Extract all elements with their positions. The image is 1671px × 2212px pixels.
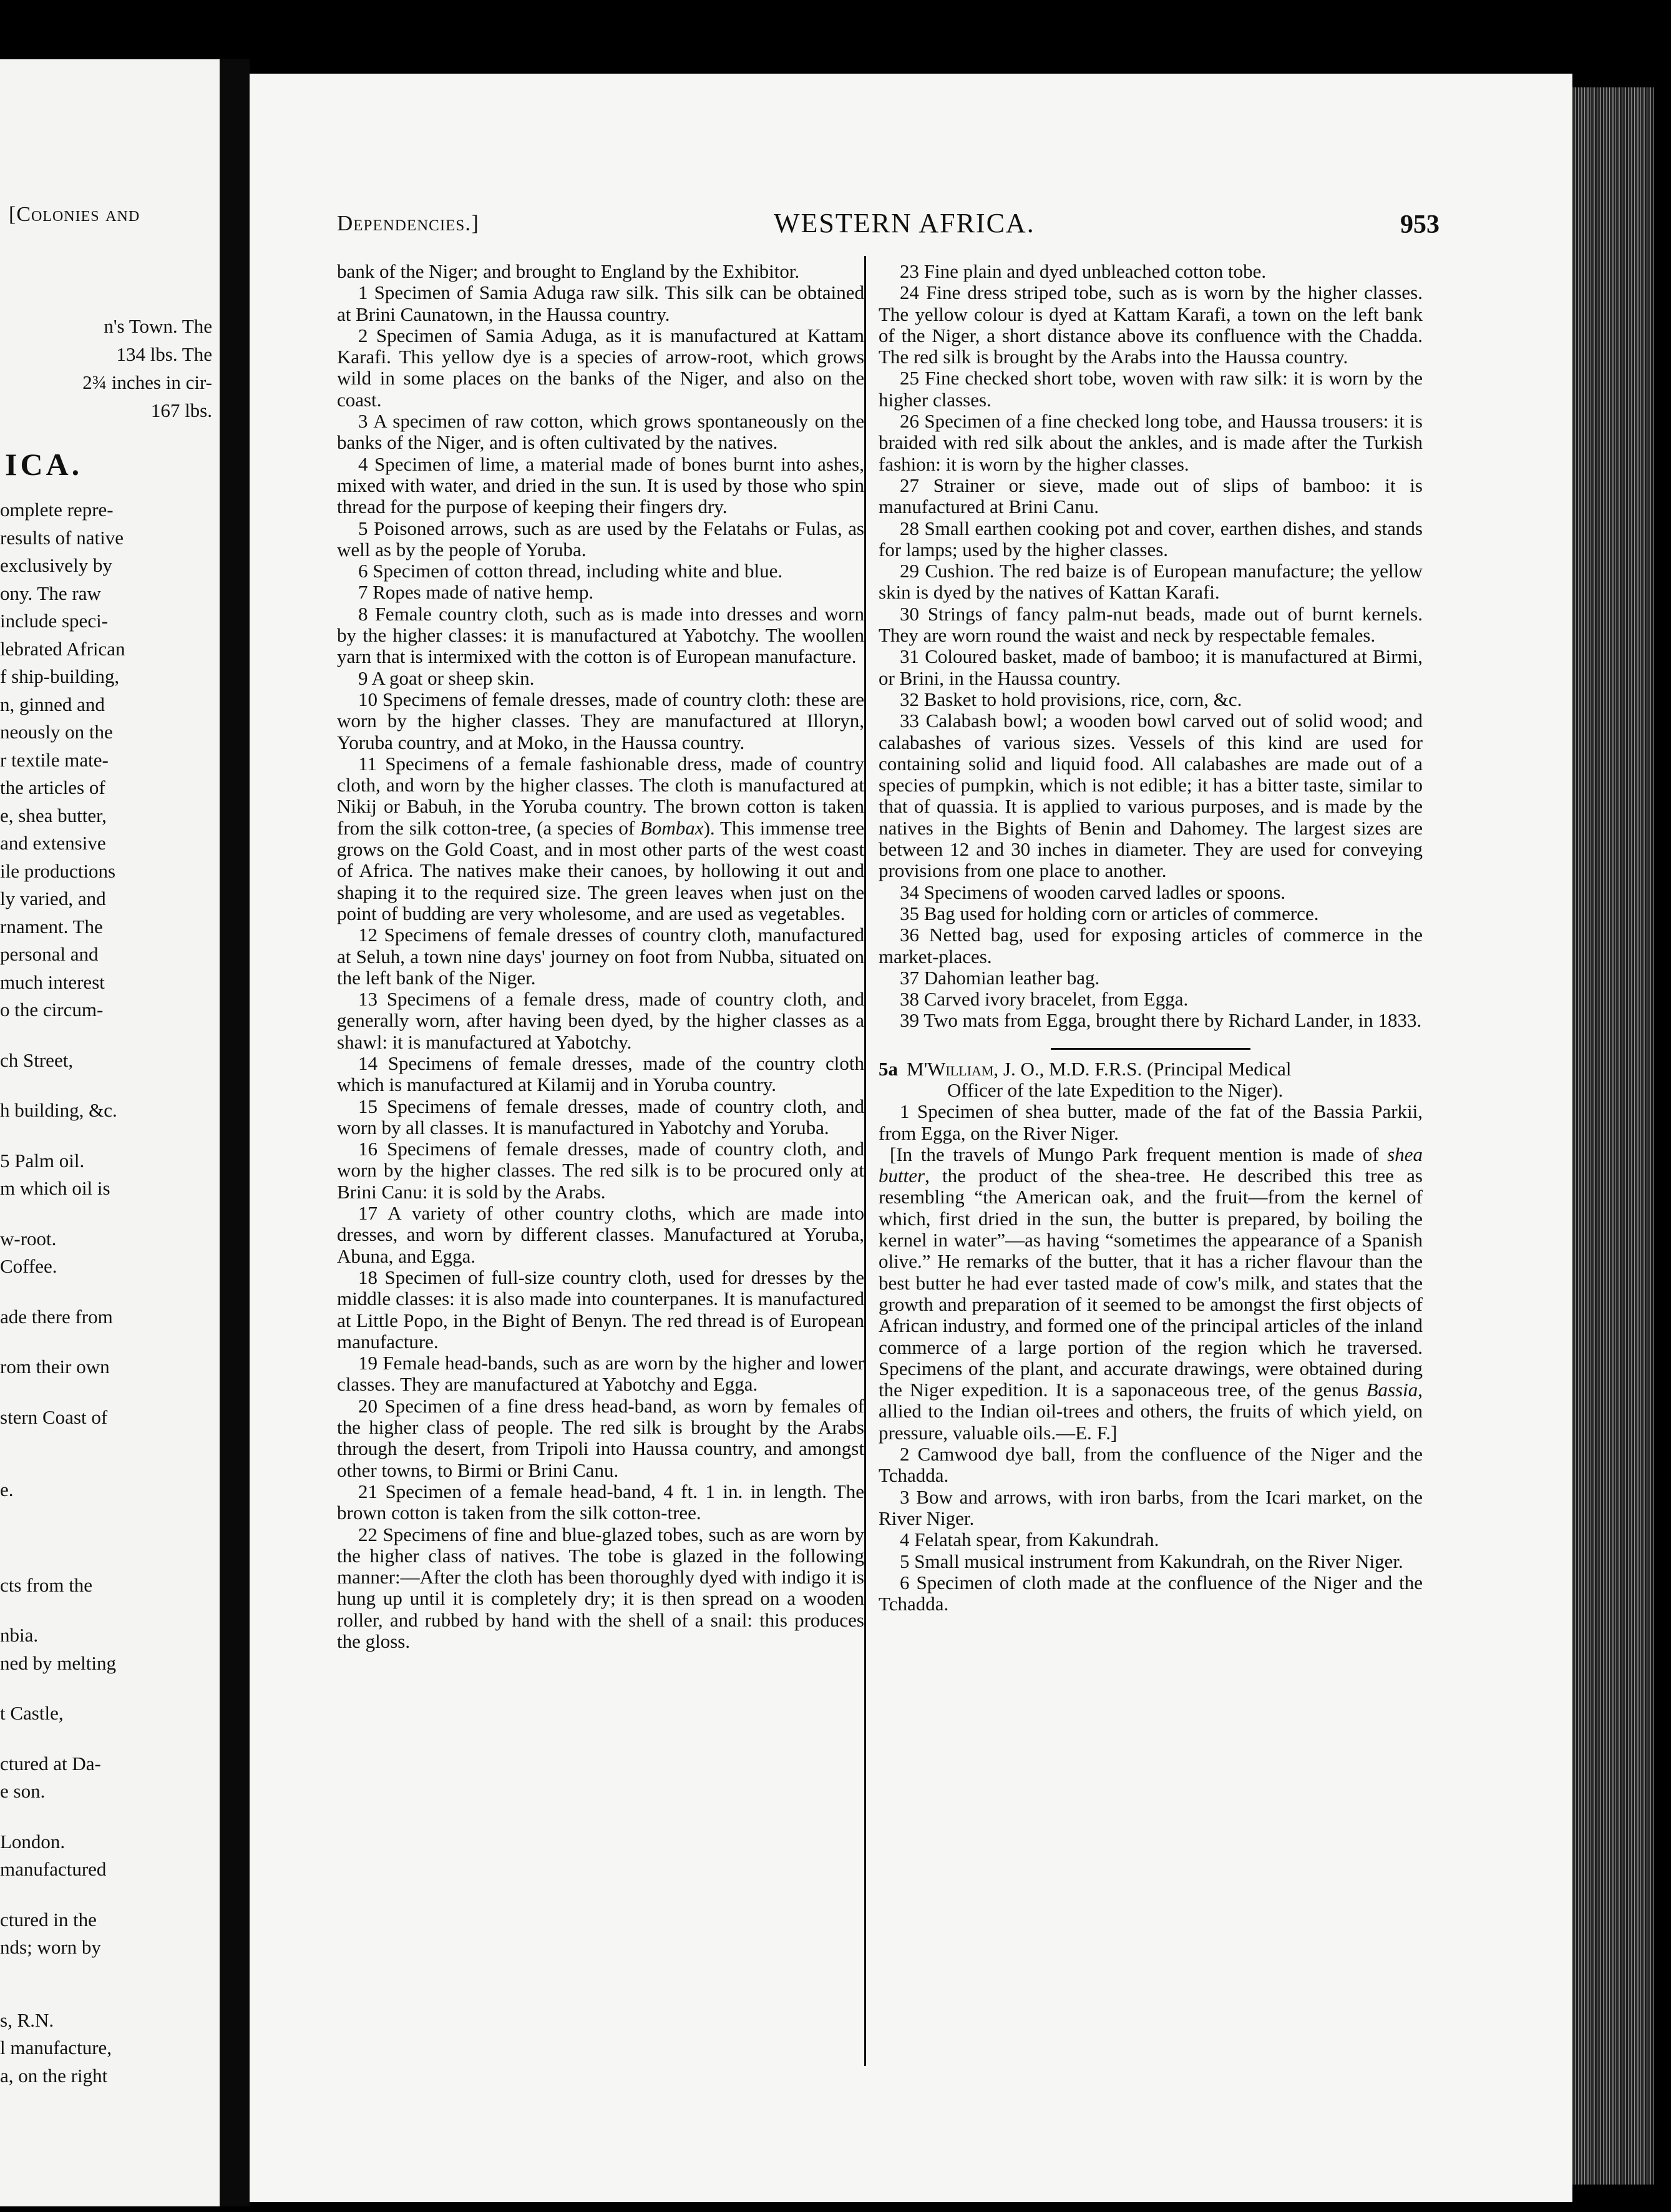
left-line: e. — [0, 1479, 14, 1500]
left-line: ctured at Da- — [0, 1752, 101, 1774]
catalogue-item: 1 Specimen of shea butter, made of the fat of the Bassia Parkii, from Egga, on the River Niger. — [879, 1100, 1423, 1144]
catalogue-item: 26 Specimen of a fine checked long tobe, and Haussa trousers: it is braided with red silk about the ankles, and is made after the Turkish fashion: it is worn by the higher classes. — [879, 410, 1423, 475]
left-line: ned by melting — [0, 1652, 116, 1674]
left-line — [0, 1125, 215, 1147]
catalogue-item: 6 Specimen of cloth made at the confluence of the Niger and the Tchadda. — [879, 1571, 1423, 1615]
catalogue-item: 20 Specimen of a fine dress head-band, as worn by females of the higher class of people. The red silk is brought by the Arabs through the desert, from Tripoli into Haussa country, and amongst other towns, to Birmi or Brini Canu. — [337, 1394, 864, 1481]
catalogue-item: 31 Coloured basket, made of bamboo; it is manufactured at Birmi, or Brini, in the Haussa country. — [879, 645, 1423, 689]
main-page — [250, 74, 1572, 2202]
left-line — [0, 1074, 215, 1097]
left-line — [0, 1203, 215, 1225]
catalogue-item: 7 Ropes made of native hemp. — [358, 581, 594, 604]
catalogue-item: 4 Specimen of lime, a material made of bones burnt into ashes, mixed with water, and dried in the sun. It is used by those who spin thread for the purpose of keeping their fingers dry. — [337, 453, 864, 518]
running-head-left: Dependencies.] — [337, 211, 479, 235]
left-line: o the circum- — [0, 999, 104, 1020]
left-line — [0, 1677, 215, 1700]
left-line: r textile mate- — [0, 748, 109, 771]
left-line: m which oil is — [0, 1177, 110, 1199]
catalogue-item: 37 Dahomian leather bag. — [900, 966, 1100, 989]
column-left — [337, 261, 864, 1652]
left-line: h building, &c. — [0, 1099, 117, 1121]
left-line — [0, 1504, 215, 1527]
catalogue-item: 2 Camwood dye ball, from the confluence of the Niger and the Tchadda. — [879, 1443, 1423, 1487]
catalogue-item: 33 Calabash bowl; a wooden bowl carved out of solid wood; and calabashes of various sizes. Vessels of this kind are used for containing solid and liquid food. All calabashes are made out of a species of pumpkin, which is not edible; it has a bitter taste, similar to that of quassia. It is applied to various purposes, and is made by the natives in the Bights of Benin and Dahomey. The largest sizes are between 12 and 30 inches in diameter. They are used for conveying provisions from one place to another. — [879, 710, 1423, 882]
left-line: personal and — [0, 943, 99, 965]
column-right-items-a — [879, 261, 1423, 1032]
catalogue-item: 9 A goat or sheep skin. — [358, 667, 535, 689]
left-line: lebrated African — [0, 637, 125, 660]
left-line: f ship-building, — [0, 665, 120, 687]
catalogue-item: 12 Specimens of female dresses of country cloth, manufactured at Seluh, a town nine days' journey on foot from Nubba, situated on the left bank of the Niger. — [337, 924, 864, 989]
left-line: exclusively by — [0, 554, 112, 576]
note-text-2: , the product of the shea-tree. He described this tree as resembling “the American oak, and the fruit—from the kernel of which, first dried in the sun, the butter is prepared, by boiling the kernel in water”—as having “sometimes the appearance of a Spanish olive.” He remarks of the butter, that it has a richer flavour than the best butter he had ever tasted made of cow's milk, and states that the growth and preparation of it seemed to be amongst the first objects of African industry, and formed one of the principal articles of the inland commerce of a large portion of the region which he traversed. Specimens of the plant, and accurate drawings, were obtained during the Niger expedition. It is a saponaceous tree, of the genus — [879, 1165, 1423, 1401]
catalogue-item: 36 Netted bag, used for exposing articles of commerce in the market-places. — [879, 924, 1423, 967]
running-head-title: WESTERN AFRICA. — [774, 208, 1035, 238]
catalogue-item: 39 Two mats from Egga, brought there by Richard Lander, in 1833. — [900, 1009, 1422, 1032]
editor-note — [879, 1144, 1423, 1444]
catalogue-item: 22 Specimens of fine and blue-glazed tobes, such as are worn by the higher class of natives. The tobe is glazed in the following manner:—After the cloth has been thoroughly dyed with indigo it is hung up until it is completely dry; it is then spread on a wooden roller, and rubbed by hand with the shell of a snail: this produces the gloss. — [337, 1523, 864, 1652]
left-line — [0, 1431, 215, 1454]
column-right-items-b — [879, 1101, 1423, 1144]
catalogue-item: 10 Specimens of female dresses, made of country cloth: these are worn by the higher classes. They are manufactured at Illoryn, Yoruba country, and at Moko, in the Haussa country. — [337, 688, 864, 753]
left-line: manufactured — [0, 1858, 107, 1880]
catalogue-item: 23 Fine plain and dyed unbleached cotton tobe. — [900, 260, 1267, 282]
left-line: neously on the — [0, 721, 113, 743]
left-line: rnament. The — [0, 915, 103, 937]
catalogue-item: 1 Specimen of Samia Aduga raw silk. This silk can be obtained at Brini Caunatown, in the Haussa country. — [337, 281, 864, 325]
catalogue-item: 35 Bag used for holding corn or articles of commerce. — [900, 902, 1319, 924]
left-line: e son. — [0, 1780, 46, 1802]
column-divider — [864, 256, 866, 2066]
binding-gutter — [220, 59, 250, 2206]
left-line: the articles of — [0, 776, 105, 798]
left-line — [0, 1331, 215, 1353]
left-line — [0, 1381, 215, 1404]
section-separator — [1051, 1048, 1250, 1050]
catalogue-item: 11 Specimens of a female fashionable dress, made of country cloth, and worn by the higher classes. The cloth is manufactured at Nikij or Babuh, in the Yoruba country. The brown cotton is taken from the silk cotton-tree, (a species of Bombax). This immense tree grows on the Gold Coast, and in most other parts of the west coast of Africa. The natives make their canoes, by hollowing it out and shaping it to the required size. The green leaves when just on the point of budding are very wholesome, and are used as vegetables. — [337, 752, 864, 924]
catalogue-item: 29 Cushion. The red baize is of European manufacture; the yellow skin is dyed by the natives of Kattan Karafi. — [879, 560, 1423, 604]
catalogue-item: 5 Small musical instrument from Kakundrah, on the River Niger. — [900, 1550, 1403, 1572]
catalogue-item: 15 Specimens of female dresses, made of country cloth, and worn by all classes. It is manufactured in Yabotchy and Yoruba. — [337, 1095, 864, 1138]
catalogue-item: 24 Fine dress striped tobe, such as is worn by the higher classes. The yellow colour is dyed at Kattam Karafi, a town on the left bank of the Niger, a short distance above its confluence with the Chadda. The red silk is brought by the Arabs into the Haussa country. — [879, 281, 1423, 368]
left-line: rom their own — [0, 1356, 110, 1378]
catalogue-item: 38 Carved ivory bracelet, from Egga. — [900, 988, 1189, 1011]
catalogue-item: 4 Felatah spear, from Kakundrah. — [900, 1529, 1159, 1551]
left-line: n's Town. The — [104, 315, 212, 337]
catalogue-item: 21 Specimen of a female head-band, 4 ft. 1 in. in length. The brown cotton is taken from the silk cotton-tree. — [337, 1480, 864, 1524]
left-line — [0, 1984, 215, 2007]
left-line: a, on the right — [0, 2064, 108, 2087]
column-right-items-c — [879, 1444, 1423, 1615]
left-line — [0, 1454, 215, 1476]
catalogue-item: 3 A specimen of raw cotton, which grows spontaneously on the banks of the Niger, and is often cultivated by the natives. — [337, 410, 864, 454]
catalogue-item: 16 Specimens of female dresses, made of country cloth, and worn by the higher classes. The red silk is to be procured only at Brini Canu: it is sold by the Arabs. — [337, 1138, 864, 1203]
left-line: s, R.N. — [0, 2009, 54, 2031]
note-text-3: , allied to the Indian oil-trees and others, the fruits of which yield, on pressure, valuable oils.—E. F.] — [879, 1379, 1423, 1444]
item-emphasis: Bombax — [640, 816, 704, 839]
left-line: results of native — [0, 526, 124, 549]
left-line: ctured in the — [0, 1908, 97, 1931]
left-line: Coffee. — [0, 1255, 57, 1277]
left-line: cts from the — [0, 1573, 93, 1596]
catalogue-item: 3 Bow and arrows, with iron barbs, from the Icari market, on the River Niger. — [879, 1485, 1423, 1529]
left-line: much interest — [0, 971, 105, 993]
exhibitor-name: M'William, J. O., M.D. F.R.S. — [907, 1057, 1142, 1080]
catalogue-item: 5 Poisoned arrows, such as are used by the Felatahs or Fulas, as well as by the people of Yoruba. — [337, 517, 864, 560]
left-line: omplete repre- — [0, 499, 114, 521]
left-line — [0, 1549, 215, 1572]
left-line: 2¾ inches in cir- — [82, 371, 212, 393]
catalogue-item: 30 Strings of fancy palm-nut beads, made out of burnt kernels. They are worn round the waist and neck by respectable females. — [879, 602, 1423, 647]
left-line — [0, 1024, 215, 1047]
catalogue-item: 28 Small earthen cooking pot and cover, earthen dishes, and stands for lamps; used by the higher classes. — [879, 517, 1423, 560]
catalogue-item: 14 Specimens of female dresses, made of the country cloth which is manufactured at Kilamij and in Yoruba country. — [337, 1052, 864, 1096]
left-line: and extensive — [0, 832, 106, 854]
catalogue-item: 32 Basket to hold provisions, rice, corn, &c. — [900, 688, 1242, 710]
left-line: include speci- — [0, 610, 109, 632]
catalogue-item: 34 Specimens of wooden carved ladles or spoons. — [900, 881, 1286, 903]
catalogue-item: 18 Specimen of full-size country cloth, used for dresses by the middle classes: it is also made into counterpanes. It is manufactured at Little Popo, in the Bight of Benyn. The red thread is of European manufacture. — [337, 1266, 864, 1353]
left-line: e, shea butter, — [0, 804, 107, 826]
note-emph-2: Bassia — [1366, 1379, 1418, 1401]
catalogue-item: 17 A variety of other country cloths, which are made into dresses, and worn by different classes. Manufactured at Yoruba, Abuna, and Egga. — [337, 1202, 864, 1267]
catalogue-item: bank of the Niger; and brought to England by the Exhibitor. — [337, 260, 800, 282]
left-line: w-root. — [0, 1227, 57, 1250]
left-line — [0, 1962, 215, 1984]
left-line: nbia. — [0, 1624, 39, 1646]
catalogue-item: 19 Female head-bands, such as are worn by the higher and lower classes. They are manufactured at Yabotchy and Egga. — [337, 1352, 864, 1396]
exhibitor-desc: (Principal Medical — [1146, 1057, 1292, 1080]
left-top-lines — [0, 312, 212, 424]
left-line — [0, 1806, 215, 1828]
left-line: 167 lbs. — [150, 399, 212, 421]
exhibitor-entry — [879, 1059, 1423, 1080]
catalogue-item: 25 Fine checked short tobe, woven with raw silk: it is worn by the higher classes. — [879, 367, 1423, 411]
page-edges — [1572, 87, 1654, 2185]
left-line — [0, 1728, 215, 1750]
left-line: 5 Palm oil. — [0, 1149, 85, 1172]
left-line: 134 lbs. The — [116, 343, 212, 365]
left-line — [0, 1281, 215, 1303]
left-line: ile productions — [0, 859, 116, 882]
note-emph-1: shea butter — [879, 1143, 1423, 1187]
note-text-1: [In the travels of Mungo Park frequent mention is made of — [890, 1143, 1388, 1165]
left-line: ch Street, — [0, 1049, 74, 1071]
catalogue-item: 2 Specimen of Samia Aduga, as it is manufactured at Kattam Karafi. This yellow dye is a species of arrow-root, which grows wild in some places on the banks of the Niger, and also on the coast. — [337, 324, 864, 411]
exhibitor-number: 5a — [879, 1057, 898, 1080]
catalogue-item: 13 Specimens of a female dress, made of country cloth, and generally worn, after having been dyed, by the higher classes as a shawl: it is manufactured at Yabotchy. — [337, 988, 864, 1053]
page-number: 953 — [1400, 210, 1440, 239]
left-line: l manufacture, — [0, 2037, 112, 2058]
left-page — [0, 59, 220, 2206]
left-line: n, ginned and — [0, 693, 105, 715]
exhibitor-desc-2: Officer of the late Expedition to the Niger). — [947, 1079, 1284, 1101]
left-line — [0, 1527, 215, 1549]
catalogue-item: 6 Specimen of cotton thread, including white and blue. — [358, 560, 783, 582]
left-line: London. — [0, 1830, 66, 1852]
column-right — [879, 261, 1423, 1615]
left-body-lines — [0, 496, 215, 2090]
left-line: ony. The raw — [0, 582, 101, 604]
left-section-title: ICA. — [5, 447, 83, 482]
left-line — [0, 1884, 215, 1906]
left-line: nds; worn by — [0, 1936, 101, 1958]
left-line: ly varied, and — [0, 888, 106, 909]
catalogue-item: 27 Strainer or sieve, made out of slips of bamboo: it is manufactured at Brini Canu. — [879, 474, 1423, 518]
left-line: ade there from — [0, 1305, 113, 1328]
catalogue-item: 8 Female country cloth, such as is made into dresses and worn by the higher classes: it is manufactured at Yabotchy. The woollen yarn that is intermixed with the cotton is of European manufacture. — [337, 602, 864, 668]
left-running-head: [Colonies and — [9, 203, 140, 226]
left-line — [0, 1599, 215, 1622]
left-line: stern Coast of — [0, 1406, 108, 1428]
left-line: t Castle, — [0, 1702, 64, 1724]
